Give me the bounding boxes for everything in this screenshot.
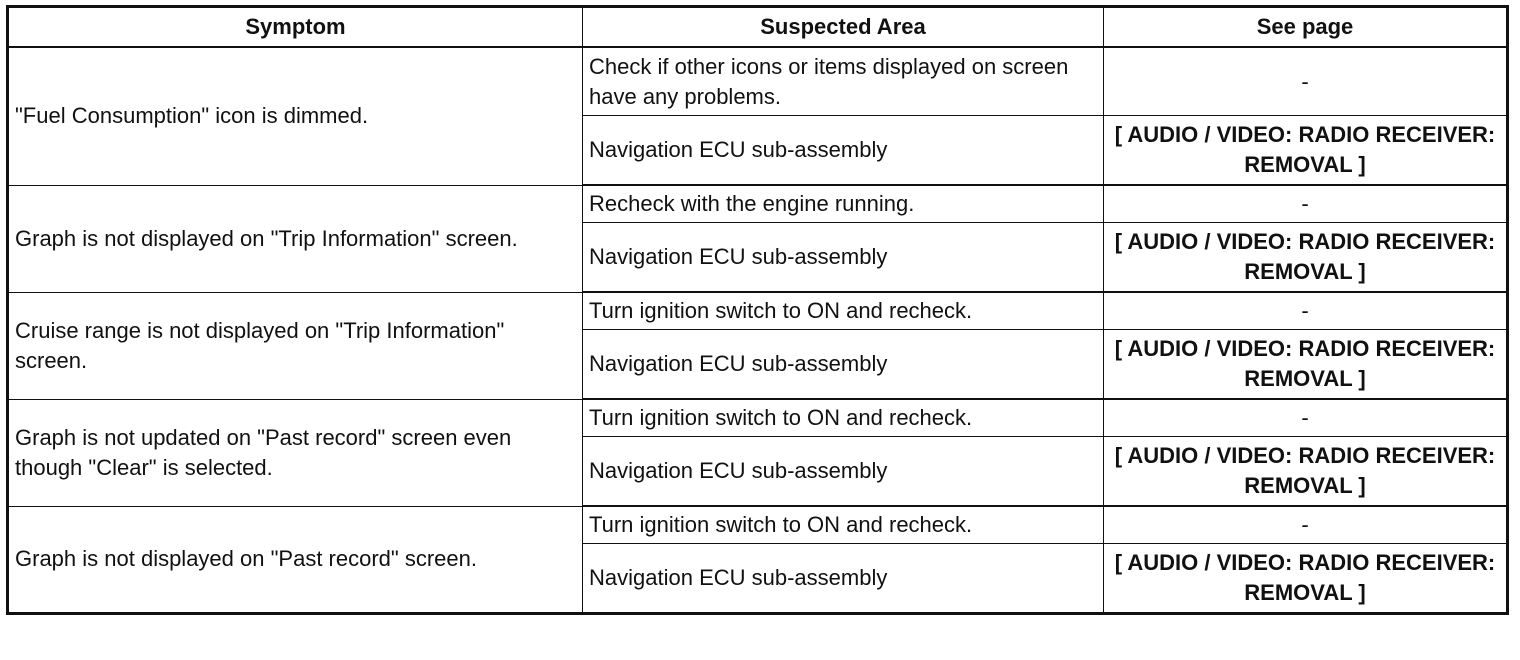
see-page-cell: - — [1104, 506, 1508, 544]
table-row — [8, 47, 1508, 116]
table-row — [8, 292, 1508, 330]
suspected-area-cell: Check if other icons or items displayed on screen have any problems. — [583, 47, 1104, 116]
see-page-reference-link[interactable]: [ AUDIO / VIDEO: RADIO RECEIVER: REMOVAL ] — [1104, 116, 1508, 186]
see-page-reference-link[interactable]: [ AUDIO / VIDEO: RADIO RECEIVER: REMOVAL ] — [1104, 330, 1508, 400]
suspected-area-cell: Turn ignition switch to ON and recheck. — [583, 399, 1104, 437]
see-page-reference-link[interactable]: [ AUDIO / VIDEO: RADIO RECEIVER: REMOVAL ] — [1104, 437, 1508, 507]
table-row — [8, 185, 1508, 223]
see-page-reference-link[interactable]: [ AUDIO / VIDEO: RADIO RECEIVER: REMOVAL ] — [1104, 223, 1508, 293]
symptom-cell: Cruise range is not displayed on "Trip Information" screen. — [8, 292, 583, 399]
symptom-cell: Graph is not updated on "Past record" screen even though "Clear" is selected. — [8, 399, 583, 506]
suspected-area-cell: Navigation ECU sub-assembly — [583, 437, 1104, 507]
suspected-area-cell: Navigation ECU sub-assembly — [583, 116, 1104, 186]
table-header-row — [8, 7, 1508, 48]
column-header-see-page: See page — [1104, 7, 1508, 48]
suspected-area-cell: Navigation ECU sub-assembly — [583, 223, 1104, 293]
symptom-cell: Graph is not displayed on "Trip Information" screen. — [8, 185, 583, 292]
table-row — [8, 399, 1508, 437]
column-header-symptom: Symptom — [8, 7, 583, 48]
suspected-area-cell: Turn ignition switch to ON and recheck. — [583, 292, 1104, 330]
troubleshooting-table — [6, 5, 1509, 615]
see-page-reference-link[interactable]: [ AUDIO / VIDEO: RADIO RECEIVER: REMOVAL ] — [1104, 544, 1508, 614]
suspected-area-cell: Recheck with the engine running. — [583, 185, 1104, 223]
symptom-cell: "Fuel Consumption" icon is dimmed. — [8, 47, 583, 185]
see-page-cell: - — [1104, 47, 1508, 116]
suspected-area-cell: Turn ignition switch to ON and recheck. — [583, 506, 1104, 544]
symptom-cell: Graph is not displayed on "Past record" screen. — [8, 506, 583, 614]
suspected-area-cell: Navigation ECU sub-assembly — [583, 330, 1104, 400]
table-row — [8, 506, 1508, 544]
see-page-cell: - — [1104, 292, 1508, 330]
see-page-cell: - — [1104, 399, 1508, 437]
suspected-area-cell: Navigation ECU sub-assembly — [583, 544, 1104, 614]
see-page-cell: - — [1104, 185, 1508, 223]
troubleshooting-table-container — [6, 5, 1506, 615]
column-header-suspected-area: Suspected Area — [583, 7, 1104, 48]
